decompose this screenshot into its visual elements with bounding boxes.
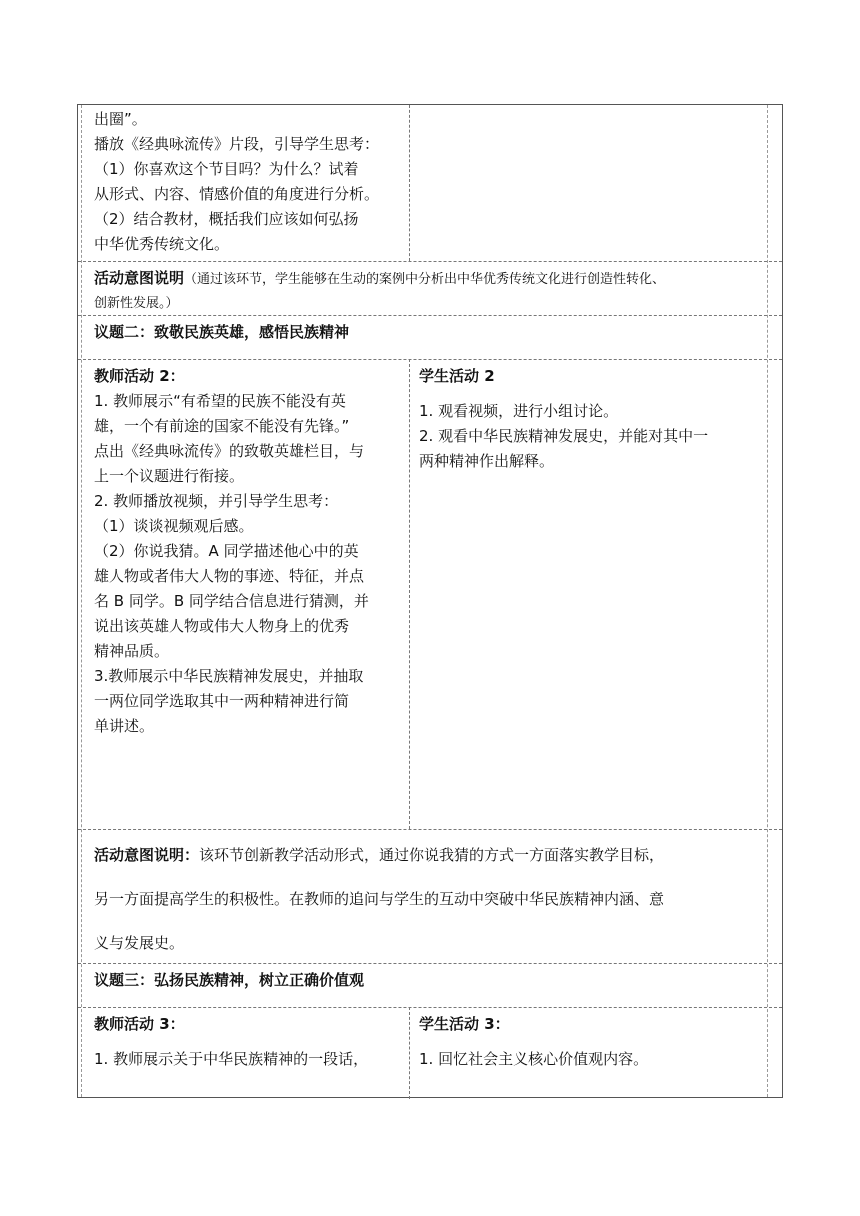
text-line: 说出该英雄人物或伟大人物身上的优秀 — [94, 617, 350, 635]
text-line: 一两位同学选取其中一两种精神进行简 — [94, 692, 350, 710]
text-line: 点出《经典咏流传》的致敬英雄栏目，与 — [94, 442, 365, 460]
student-activity-heading: 学生活动 3： — [419, 1015, 510, 1033]
row-divider — [78, 261, 782, 262]
text-line: 播放《经典咏流传》片段，引导学生思考： — [94, 135, 380, 153]
text-line: 1. 教师展示关于中华民族精神的一段话， — [94, 1050, 369, 1068]
text-line: 雄人物或者伟大人物的事迹、特征，并点 — [94, 567, 365, 585]
text-line: 出圈”。 — [94, 110, 147, 128]
table-inner-border-left — [81, 105, 82, 1097]
intent-label: 活动意图说明： — [94, 846, 200, 864]
activity-intent-2 — [94, 833, 774, 965]
row-divider — [78, 829, 782, 830]
text-line: 1. 观看视频，进行小组讨论。 — [419, 402, 619, 420]
text-line: 名 B 同学。B 同学结合信息进行猜测，并 — [94, 592, 369, 610]
intent-text: 义与发展史。 — [94, 934, 185, 952]
text-line: （1）谈谈视频观后感。 — [94, 517, 254, 535]
teacher-activity-heading: 教师活动 3： — [94, 1015, 185, 1033]
intent-text: 该环节创新教学活动形式，通过你说我猜的方式一方面落实教学目标， — [199, 846, 665, 864]
lesson-plan-table — [77, 104, 783, 1098]
text-line: 1. 教师展示“有希望的民族不能没有英 — [94, 392, 346, 410]
text-line: 1. 回忆社会主义核心价值观内容。 — [419, 1050, 649, 1068]
column-divider — [409, 359, 410, 829]
teacher-activity-3 — [94, 1012, 408, 1072]
text-line: 中华优秀传统文化。 — [94, 235, 230, 253]
intent-text: 另一方面提高学生的积极性。在教师的追问与学生的互动中突破中华民族精神内涵、意 — [94, 890, 665, 908]
text-line: 两种精神作出解释。 — [419, 452, 555, 470]
text-line: 从形式、内容、情感价值的角度进行分析。 — [94, 185, 380, 203]
text-line: 上一个议题进行衔接。 — [94, 467, 245, 485]
student-activity-2 — [419, 364, 769, 474]
intent-label: 活动意图说明 — [94, 269, 185, 287]
topic-3-title: 议题三：弘扬民族精神，树立正确价值观 — [94, 971, 365, 989]
teacher-activity-heading: 教师活动 2： — [94, 367, 185, 385]
text-line: 雄，一个有前途的国家不能没有先锋。” — [94, 417, 350, 435]
column-divider — [409, 105, 410, 261]
text-line: 2. 教师播放视频，并引导学生思考： — [94, 492, 339, 510]
teacher-activity-1-continued — [94, 107, 408, 257]
intent-text: （通过该环节，学生能够在生动的案例中分析出中华优秀传统文化进行创造性转化、 — [184, 272, 666, 287]
teacher-activity-2 — [94, 364, 408, 739]
topic-2-title: 议题二：致敬民族英雄，感悟民族精神 — [94, 323, 350, 341]
text-line: 2. 观看中华民族精神发展史，并能对其中一 — [419, 427, 709, 445]
intent-text: 创新性发展。） — [94, 296, 179, 311]
student-activity-heading: 学生活动 2 — [419, 367, 495, 385]
text-line: 3.教师展示中华民族精神发展史，并抽取 — [94, 667, 364, 685]
text-line: 单讲述。 — [94, 717, 155, 735]
text-line: 精神品质。 — [94, 642, 170, 660]
text-line: （2）你说我猜。A 同学描述他心中的英 — [94, 542, 359, 560]
column-divider — [409, 1007, 410, 1099]
text-line: （2）结合教材，概括我们应该如何弘扬 — [94, 210, 359, 228]
row-divider — [78, 359, 782, 360]
activity-intent-1 — [94, 266, 774, 316]
student-activity-3 — [419, 1012, 769, 1072]
text-line: （1）你喜欢这个节目吗？为什么？试着 — [94, 160, 359, 178]
row-divider — [78, 1007, 782, 1008]
